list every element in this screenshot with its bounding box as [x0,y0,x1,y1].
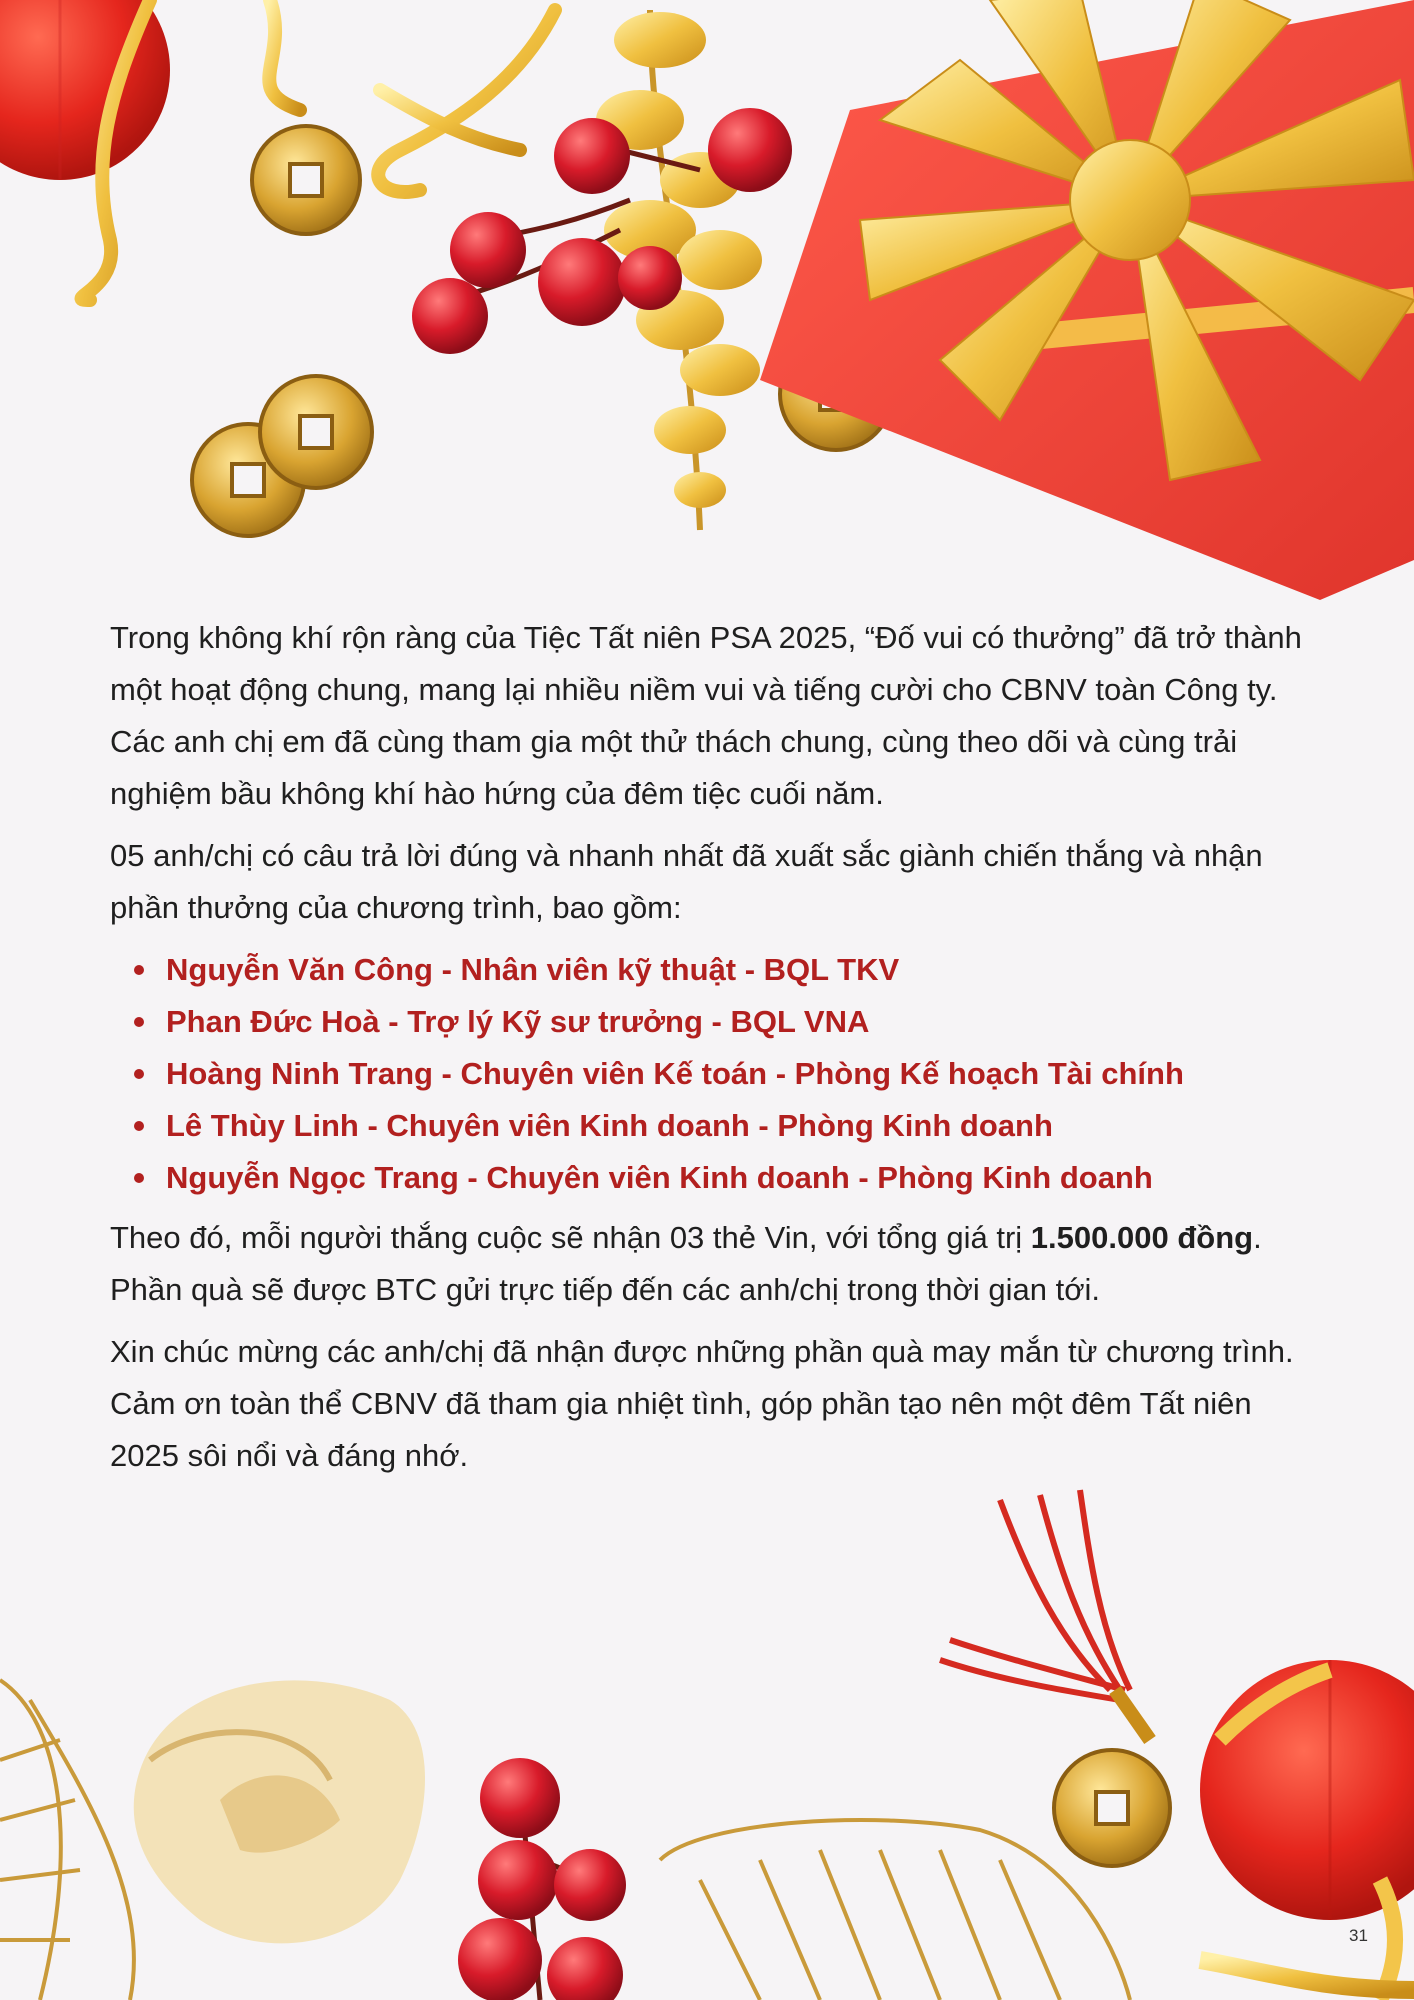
closing-paragraph: Xin chúc mừng các anh/chị đã nhận được những phần quà may mắn từ chương trình. Cảm ơn toàn thể CBNV đã tham gia nhiệt tình, góp phần tạo nên một đêm Tất niên 2025 sôi nổi và đáng nhớ. [110,1334,1294,1473]
winners-intro-paragraph: 05 anh/chị có câu trả lời đúng và nhanh nhất đã xuất sắc giành chiến thắng và nhận phần thưởng của chương trình, bao gồm: [110,838,1263,925]
winner-item [134,944,1320,996]
winner-item [134,1152,1320,1204]
winner-item [134,996,1320,1048]
tassel-knot [1115,1690,1150,1740]
gold-coin-icon [252,126,360,234]
gold-leaf [660,1820,1130,2000]
bullet-icon [134,1173,144,1183]
red-tassel [940,1490,1130,1700]
prize-text-after: . Phần quà sẽ được BTC gửi trực tiếp đến các anh/chị trong thời gian tới. [110,1220,1262,1307]
bullet-icon [134,1121,144,1131]
prize-amount: 1.500.000 đồng [1030,1220,1254,1255]
winner-text: Hoàng Ninh Trang - Chuyên viên Kế toán - Phòng Kế hoạch Tài chính [166,1056,1184,1091]
prize-paragraph [110,1212,1320,1316]
bullet-icon [134,965,144,975]
winner-text: Nguyễn Văn Công - Nhân viên kỹ thuật - BQL TKV [166,952,900,987]
red-berries [458,1758,626,2000]
gold-coin-icon [260,376,372,488]
winner-text: Phan Đức Hoà - Trợ lý Kỹ sư trưởng - BQL VNA [166,1004,870,1039]
fortune-cookie [134,1680,425,1943]
bullet-icon [134,1017,144,1027]
bullet-icon [134,1069,144,1079]
winner-item [134,1100,1320,1152]
red-berries [412,108,792,354]
red-lantern-bottom-right [1200,1660,1414,2000]
winner-item [134,1048,1320,1100]
intro-paragraph: Trong không khí rộn ràng của Tiệc Tất niên PSA 2025, “Đố vui có thưởng” đã trở thành một hoạt động chung, mang lại nhiều niềm vui và tiếng cười cho CBNV toàn Công ty. Các anh chị em đã cùng tham gia một thử thách chung, cùng theo dõi và cùng trải nghiệm bầu không khí hào hứng của đêm tiệc cuối năm. [110,620,1302,811]
winner-text: Nguyễn Ngọc Trang - Chuyên viên Kinh doanh - Phòng Kinh doanh [166,1160,1153,1195]
winner-text: Lê Thùy Linh - Chuyên viên Kinh doanh - Phòng Kinh doanh [166,1108,1053,1143]
gold-coin-icon [1054,1750,1170,1866]
gold-leaf [0,1680,134,2000]
prize-text-before: Theo đó, mỗi người thắng cuộc sẽ nhận 03 thẻ Vin, với tổng giá trị [110,1220,1031,1255]
winners-list [110,944,1320,1204]
article-body [110,612,1320,1492]
page-number: 31 [1349,1926,1368,1945]
